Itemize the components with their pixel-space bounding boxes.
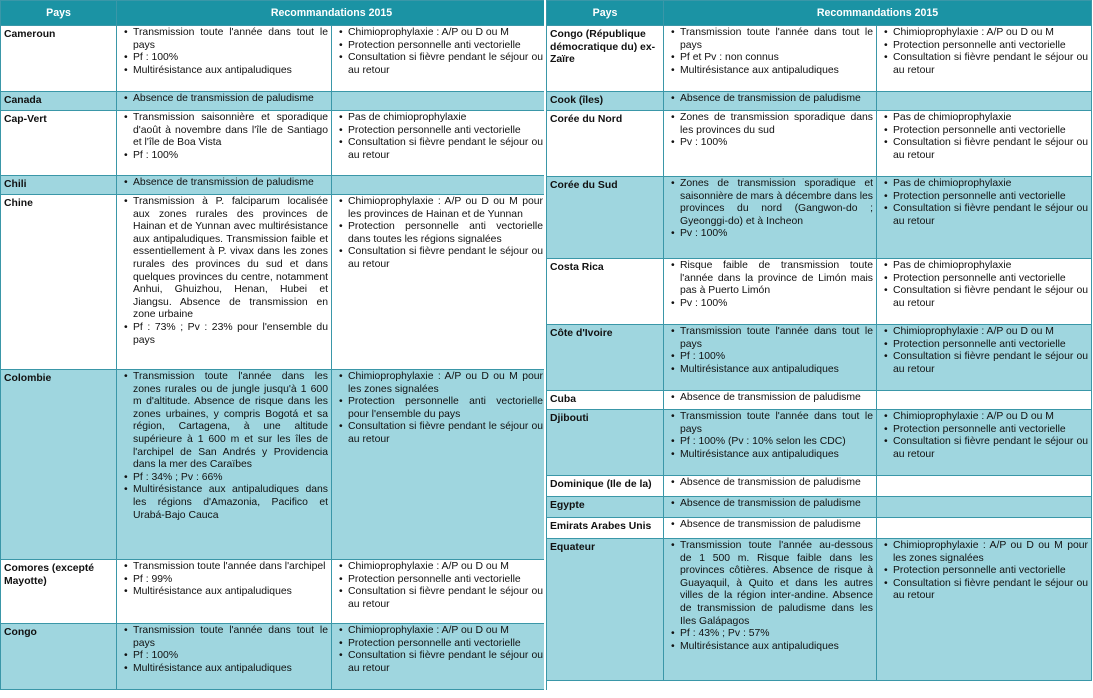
country-name: Equateur <box>547 539 664 681</box>
recommendation-cell <box>332 624 547 690</box>
bullet-item: • Protection personnelle anti vectorielle <box>880 191 1088 204</box>
table-row <box>547 539 1092 681</box>
bullet-list <box>667 411 873 461</box>
country-name: Costa Rica <box>547 259 664 325</box>
bullet-list <box>335 371 543 447</box>
table-row <box>1 195 547 370</box>
transmission-cell <box>664 539 877 681</box>
country-name: Congo (République démocratique du) ex-Zaïre <box>547 26 664 92</box>
transmission-cell <box>664 26 877 92</box>
left-table-panel <box>0 0 546 690</box>
bullet-item: • Pf et Pv : non connus <box>667 52 873 65</box>
bullet-item: • Pas de chimioprophylaxie <box>335 112 543 125</box>
bullet-item: • Transmission toute l'année dans tout le pays <box>120 625 328 650</box>
bullet-list <box>667 477 873 490</box>
bullet-list <box>120 196 328 347</box>
table-row <box>547 391 1092 410</box>
country-name: Dominique (Ile de la) <box>547 476 664 497</box>
bullet-item: • Protection personnelle anti vectorielle <box>335 40 543 53</box>
header-recommandations: Recommandations 2015 <box>664 1 1092 26</box>
table-row <box>1 370 547 560</box>
bullet-item: • Pv : 100% <box>667 228 873 241</box>
bullet-list <box>667 540 873 653</box>
bullet-item: • Consultation si fièvre pendant le séjour ou au retour <box>880 285 1088 310</box>
bullet-item: • Protection personnelle anti vectorielle <box>880 273 1088 286</box>
bullet-item: • Pf : 99% <box>120 574 328 587</box>
bullet-list <box>120 93 328 106</box>
transmission-cell <box>664 410 877 476</box>
country-name: Congo <box>1 624 117 690</box>
bullet-item: • Consultation si fièvre pendant le séjour ou au retour <box>880 203 1088 228</box>
bullet-list <box>120 177 328 190</box>
country-name: Emirats Arabes Unis <box>547 518 664 539</box>
bullet-item: • Transmission toute l'année dans les zones rurales ou de jungle jusqu'à 1 600 m d'altitude. Absence de risque dans les zones urbaines, y compris Bogotá et sa région, Cartagena, à une altitude supérieure à 1 600 m et sur les îles de l'archipel de San Andrés y Providencia dans la mer des Caraïbes <box>120 371 328 472</box>
bullet-list <box>335 27 543 77</box>
bullet-item: • Pas de chimioprophylaxie <box>880 178 1088 191</box>
country-name: Djibouti <box>547 410 664 476</box>
recommendation-cell <box>877 476 1092 497</box>
bullet-list <box>335 196 543 272</box>
bullet-list <box>667 519 873 532</box>
table-row <box>547 92 1092 111</box>
bullet-item: • Consultation si fièvre pendant le séjour ou au retour <box>880 137 1088 162</box>
bullet-item: • Consultation si fièvre pendant le séjour ou au retour <box>335 137 543 162</box>
bullet-item: • Pf : 34% ; Pv : 66% <box>120 472 328 485</box>
bullet-item: • Chimioprophylaxie : A/P ou D ou M <box>335 561 543 574</box>
recommendation-cell <box>877 26 1092 92</box>
bullet-item: • Multirésistance aux antipaludiques <box>120 663 328 676</box>
bullet-list <box>120 561 328 599</box>
header-pays: Pays <box>1 1 117 26</box>
country-name: Cook (îles) <box>547 92 664 111</box>
bullet-item: • Pf : 100% <box>667 351 873 364</box>
bullet-list <box>335 561 543 611</box>
bullet-item: • Chimioprophylaxie : A/P ou D ou M pour les provinces de Hainan et de Yunnan <box>335 196 543 221</box>
transmission-cell <box>664 325 877 391</box>
transmission-cell <box>664 391 877 410</box>
bullet-list <box>335 112 543 162</box>
bullet-item: • Pv : 100% <box>667 298 873 311</box>
table-body-left <box>1 26 547 690</box>
bullet-item: • Transmission toute l'année dans tout le pays <box>667 411 873 436</box>
bullet-item: • Pas de chimioprophylaxie <box>880 260 1088 273</box>
bullet-item: • Absence de transmission de paludisme <box>667 477 873 490</box>
transmission-cell <box>117 560 332 624</box>
recommendation-cell <box>877 259 1092 325</box>
bullet-item: • Chimioprophylaxie : A/P ou D ou M pour les zones signalées <box>335 371 543 396</box>
bullet-item: • Chimioprophylaxie : A/P ou D ou M <box>335 27 543 40</box>
bullet-item: • Risque faible de transmission toute l'année dans la province de Limón mais pas à Puerto Limón <box>667 260 873 298</box>
bullet-item: • Pf : 100% <box>120 52 328 65</box>
bullet-item: • Consultation si fièvre pendant le séjour ou au retour <box>880 578 1088 603</box>
bullet-item: • Protection personnelle anti vectorielle <box>880 125 1088 138</box>
right-table-panel <box>546 0 1091 681</box>
bullet-list <box>880 260 1088 310</box>
bullet-item: • Transmission toute l'année au-dessous de 1 500 m. Risque faible dans les provinces côtières. Absence de risque à Guayaquil, à Quito et dans les autres villes de la région inter-andine. Absence de transmission de paludisme dans les Iles Galápagos <box>667 540 873 628</box>
recommendation-cell <box>332 560 547 624</box>
bullet-item: • Chimioprophylaxie : A/P ou D ou M <box>880 326 1088 339</box>
bullet-list <box>667 498 873 511</box>
bullet-list <box>880 27 1088 77</box>
bullet-list <box>667 93 873 106</box>
bullet-list <box>667 260 873 310</box>
table-row <box>547 518 1092 539</box>
recommendation-cell <box>877 391 1092 410</box>
table-row <box>547 476 1092 497</box>
bullet-item: • Transmission saisonnière et sporadique d'août à novembre dans l'île de Santiago et l'île de Boa Vista <box>120 112 328 150</box>
bullet-item: • Multirésistance aux antipaludiques <box>667 364 873 377</box>
bullet-item: • Protection personnelle anti vectorielle <box>880 40 1088 53</box>
table-row <box>547 410 1092 476</box>
table-row <box>1 92 547 111</box>
table-row <box>547 111 1092 177</box>
bullet-item: • Chimioprophylaxie : A/P ou D ou M <box>880 411 1088 424</box>
bullet-list <box>880 178 1088 228</box>
bullet-list <box>667 392 873 405</box>
bullet-item: • Protection personnelle anti vectorielle <box>880 424 1088 437</box>
bullet-list <box>120 625 328 675</box>
table-row <box>547 325 1092 391</box>
country-name: Chili <box>1 176 117 195</box>
table-row <box>1 111 547 176</box>
recommendation-cell <box>877 111 1092 177</box>
transmission-cell <box>664 497 877 518</box>
bullet-item: • Protection personnelle anti vectorielle <box>880 339 1088 352</box>
transmission-cell <box>664 518 877 539</box>
bullet-item: • Protection personnelle anti vectorielle pour l'ensemble du pays <box>335 396 543 421</box>
bullet-list <box>120 371 328 522</box>
bullet-item: • Absence de transmission de paludisme <box>667 93 873 106</box>
transmission-cell <box>117 92 332 111</box>
bullet-item: • Absence de transmission de paludisme <box>120 177 328 190</box>
table-row <box>1 624 547 690</box>
recommendation-cell <box>877 92 1092 111</box>
country-name: Cameroun <box>1 26 117 92</box>
bullet-item: • Pf : 73% ; Pv : 23% pour l'ensemble du pays <box>120 322 328 347</box>
bullet-list <box>667 27 873 77</box>
bullet-list <box>120 112 328 162</box>
bullet-item: • Pas de chimioprophylaxie <box>880 112 1088 125</box>
bullet-item: • Consultation si fièvre pendant le séjour ou au retour <box>335 421 543 446</box>
transmission-cell <box>664 259 877 325</box>
table-row <box>1 560 547 624</box>
bullet-list <box>880 326 1088 376</box>
bullet-item: • Absence de transmission de paludisme <box>667 392 873 405</box>
bullet-list <box>335 625 543 675</box>
recommendation-cell <box>877 539 1092 681</box>
table-row <box>547 259 1092 325</box>
bullet-list <box>667 112 873 150</box>
country-name: Corée du Sud <box>547 177 664 259</box>
bullet-item: • Consultation si fièvre pendant le séjour ou au retour <box>880 351 1088 376</box>
recommendation-cell <box>877 410 1092 476</box>
country-name: Chine <box>1 195 117 370</box>
bullet-item: • Chimioprophylaxie : A/P ou D ou M pour les zones signalées <box>880 540 1088 565</box>
bullet-item: • Multirésistance aux antipaludiques <box>667 641 873 654</box>
transmission-cell <box>117 111 332 176</box>
transmission-cell <box>117 370 332 560</box>
bullet-item: • Zones de transmission sporadique dans les provinces du sud <box>667 112 873 137</box>
table-row <box>1 26 547 92</box>
bullet-item: • Consultation si fièvre pendant le séjour ou au retour <box>880 52 1088 77</box>
header-pays: Pays <box>547 1 664 26</box>
bullet-list <box>880 112 1088 162</box>
bullet-item: • Pf : 100% <box>120 150 328 163</box>
bullet-item: • Protection personnelle anti vectorielle <box>335 125 543 138</box>
recommendations-table-left <box>0 0 547 690</box>
bullet-list <box>880 411 1088 461</box>
bullet-item: • Pf : 100% <box>120 650 328 663</box>
bullet-item: • Consultation si fièvre pendant le séjour ou au retour <box>880 436 1088 461</box>
bullet-item: • Consultation si fièvre pendant le séjour ou au retour <box>335 52 543 77</box>
bullet-item: • Transmission toute l'année dans tout le pays <box>667 27 873 52</box>
transmission-cell <box>664 476 877 497</box>
bullet-item: • Protection personnelle anti vectorielle <box>335 638 543 651</box>
header-recommandations: Recommandations 2015 <box>117 1 547 26</box>
bullet-item: • Chimioprophylaxie : A/P ou D ou M <box>880 27 1088 40</box>
country-name: Egypte <box>547 497 664 518</box>
recommendation-cell <box>332 92 547 111</box>
recommendation-cell <box>332 176 547 195</box>
bullet-item: • Chimioprophylaxie : A/P ou D ou M <box>335 625 543 638</box>
recommendation-cell <box>332 26 547 92</box>
bullet-item: • Pf : 100% (Pv : 10% selon les CDC) <box>667 436 873 449</box>
transmission-cell <box>117 624 332 690</box>
bullet-list <box>880 540 1088 603</box>
recommendation-cell <box>332 370 547 560</box>
recommendation-cell <box>877 518 1092 539</box>
bullet-item: • Multirésistance aux antipaludiques dans les régions d'Amazonia, Pacifico et Urabá-Bajo Cauca <box>120 484 328 522</box>
transmission-cell <box>664 92 877 111</box>
bullet-list <box>120 27 328 77</box>
bullet-item: • Transmission toute l'année dans tout le pays <box>120 27 328 52</box>
recommendation-cell <box>877 325 1092 391</box>
table-row <box>547 26 1092 92</box>
bullet-item: • Pf : 43% ; Pv : 57% <box>667 628 873 641</box>
bullet-item: • Absence de transmission de paludisme <box>120 93 328 106</box>
bullet-item: • Multirésistance aux antipaludiques <box>120 65 328 78</box>
country-name: Canada <box>1 92 117 111</box>
bullet-item: • Absence de transmission de paludisme <box>667 519 873 532</box>
recommendations-table-right <box>546 0 1092 681</box>
table-header-row <box>1 1 547 26</box>
bullet-item: • Absence de transmission de paludisme <box>667 498 873 511</box>
bullet-item: • Zones de transmission sporadique et saisonnière de mars à décembre dans les provinces du nord (Gangwon-do ; Gyeonggi-do) et à Incheon <box>667 178 873 228</box>
transmission-cell <box>117 195 332 370</box>
bullet-item: • Protection personnelle anti vectorielle dans toutes les régions signalées <box>335 221 543 246</box>
table-row <box>547 497 1092 518</box>
recommendation-cell <box>877 177 1092 259</box>
table-row <box>547 177 1092 259</box>
transmission-cell <box>117 26 332 92</box>
bullet-item: • Pv : 100% <box>667 137 873 150</box>
bullet-item: • Protection personnelle anti vectorielle <box>880 565 1088 578</box>
bullet-item: • Protection personnelle anti vectorielle <box>335 574 543 587</box>
bullet-item: • Consultation si fièvre pendant le séjour ou au retour <box>335 586 543 611</box>
bullet-item: • Transmission toute l'année dans l'archipel <box>120 561 328 574</box>
country-name: Cuba <box>547 391 664 410</box>
bullet-item: • Multirésistance aux antipaludiques <box>667 449 873 462</box>
country-name: Côte d'Ivoire <box>547 325 664 391</box>
bullet-item: • Transmission à P. falciparum localisée aux zones rurales des provinces de Hainan et de Yunnan avec multirésistance aux antipaludiques. Transmission faible et essentiellement à P. vivax dans les zones rurales des provinces du sud et dans quelques provinces du centre, notamment Anhui, Ghuizhou, Henan, Hubei et Jiangsu. Absence de transmission en zone urbaine <box>120 196 328 322</box>
recommendation-cell <box>332 195 547 370</box>
table-row <box>1 176 547 195</box>
bullet-item: • Multirésistance aux antipaludiques <box>667 65 873 78</box>
country-name: Cap-Vert <box>1 111 117 176</box>
column-gutter <box>544 0 546 698</box>
bullet-item: • Transmission toute l'année dans tout le pays <box>667 326 873 351</box>
transmission-cell <box>664 177 877 259</box>
bullet-item: • Consultation si fièvre pendant le séjour ou au retour <box>335 246 543 271</box>
bullet-list <box>667 178 873 241</box>
bullet-list <box>667 326 873 376</box>
table-header-row <box>547 1 1092 26</box>
country-name: Corée du Nord <box>547 111 664 177</box>
country-name: Comores (excepté Mayotte) <box>1 560 117 624</box>
transmission-cell <box>664 111 877 177</box>
bullet-item: • Multirésistance aux antipaludiques <box>120 586 328 599</box>
recommendation-cell <box>332 111 547 176</box>
table-body-right <box>547 26 1092 681</box>
recommendation-cell <box>877 497 1092 518</box>
country-name: Colombie <box>1 370 117 560</box>
transmission-cell <box>117 176 332 195</box>
bullet-item: • Consultation si fièvre pendant le séjour ou au retour <box>335 650 543 675</box>
